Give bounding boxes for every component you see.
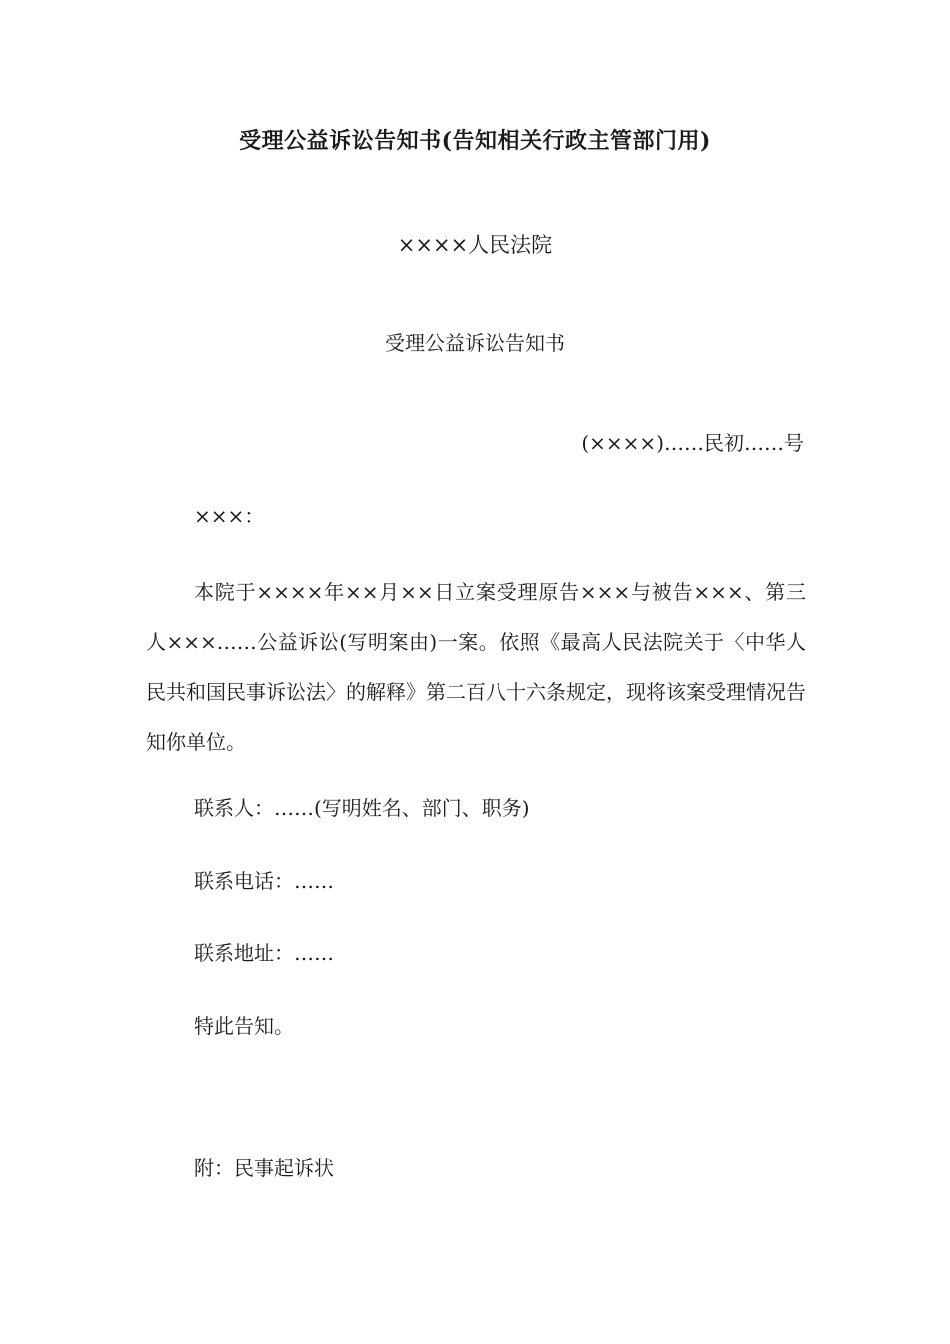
contact-address: 联系地址：…… [194, 941, 334, 965]
case-number: (××××)……民初……号 [581, 431, 804, 455]
contact-phone: 联系电话：…… [194, 869, 334, 893]
document-title: 受理公益诉讼告知书(告知相关行政主管部门用) [239, 128, 711, 154]
addressee: ×××： [194, 504, 265, 528]
court-name: ××××人民法院 [397, 233, 553, 257]
closing-statement: 特此告知。 [194, 1014, 294, 1038]
notice-title: 受理公益诉讼告知书 [385, 331, 565, 355]
contact-person: 联系人：……(写明姓名、部门、职务) [194, 796, 530, 820]
body-paragraph: 本院于××××年××月××日立案受理原告×××与被告×××、第三人×××……公益诉讼(写明案由)一案。依照《最高人民法院关于〈中华人民共和国民事诉讼法〉的解释》第二百八十六条规定，现将该案受理情况告知你单位。 [146, 580, 806, 754]
attachment-note: 附：民事起诉状 [194, 1156, 334, 1180]
